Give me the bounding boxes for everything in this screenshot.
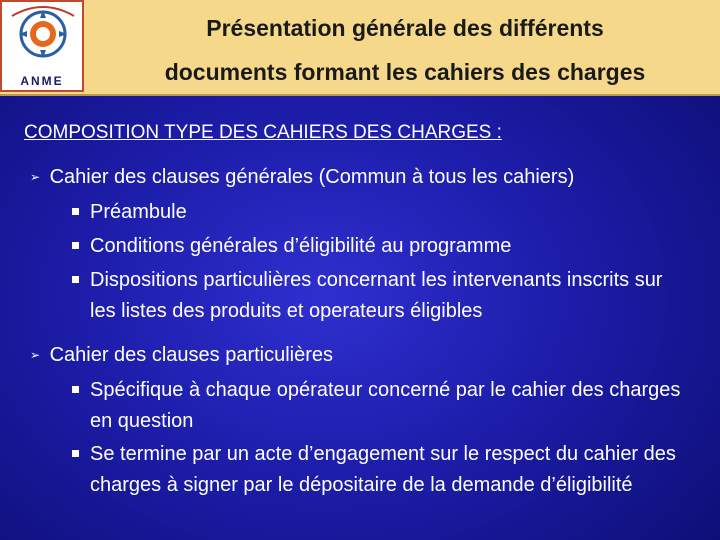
page-title <box>90 6 720 94</box>
sub-item-text: Conditions générales d’éligibilité au programme <box>90 235 512 257</box>
title-line-1: Présentation générale des différents <box>206 15 604 41</box>
square-bullet-icon <box>72 208 79 215</box>
sub-item-text: Spécifique à chaque opérateur concerné par le cahier des charges en question <box>90 379 681 432</box>
sub-item <box>72 439 692 501</box>
sub-item <box>72 197 692 228</box>
list-item-specific-clauses <box>30 344 333 367</box>
sub-item-text: Se termine par un acte d’engagement sur le respect du cahier des charges à signer par le dépositaire de la demande d’éligibilité <box>90 443 676 496</box>
sub-item <box>72 375 692 437</box>
square-bullet-icon <box>72 276 79 283</box>
title-banner <box>0 0 720 96</box>
sub-item <box>72 231 692 262</box>
arrow-bullet-icon: ➢ <box>30 348 41 362</box>
sub-item-text: Préambule <box>90 201 187 223</box>
arrow-bullet-icon: ➢ <box>30 170 41 184</box>
sub-item-text: Dispositions particulières concernant les intervenants inscrits sur les listes des produits et operateurs éligibles <box>90 269 663 322</box>
square-bullet-icon <box>72 242 79 249</box>
logo-label: ANME <box>20 74 64 88</box>
title-line-2: documents formant les cahiers des charges <box>164 59 646 85</box>
logo-emblem-icon <box>8 4 78 68</box>
list-item-label: Cahier des clauses particulières <box>49 344 334 366</box>
sub-item <box>72 265 692 327</box>
list-item-general-clauses <box>30 166 574 189</box>
square-bullet-icon <box>72 450 79 457</box>
anme-logo <box>0 0 84 92</box>
list-item-label: Cahier des clauses générales (Commun à tous les cahiers) <box>49 166 575 188</box>
square-bullet-icon <box>72 386 79 393</box>
section-heading: COMPOSITION TYPE DES CAHIERS DES CHARGES : <box>24 122 502 143</box>
